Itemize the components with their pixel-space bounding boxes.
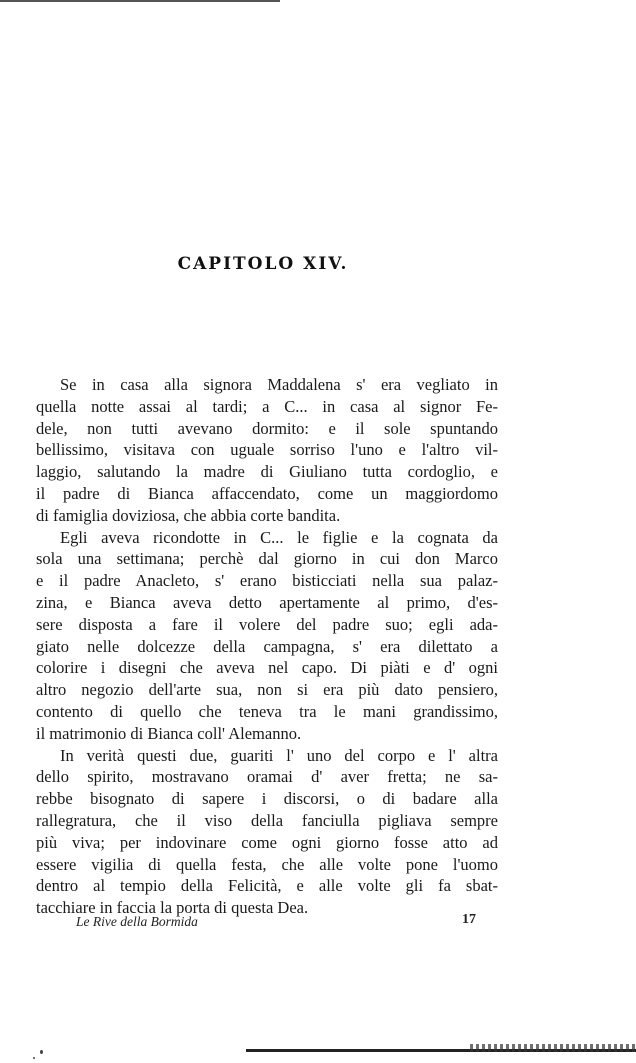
text-line: giato nelle dolcezze della campagna, s' era dilettato a [36,636,498,656]
text-line: laggio, salutando la madre di Giuliano tutta cordoglio, e [36,462,498,482]
top-rule [0,0,280,2]
signature-mark: 17 [462,912,476,927]
scan-speck [40,1050,43,1054]
text-line: sere disposta a fare il volere del padre suo; egli ada- [36,614,498,634]
text-line: altro negozio dell'arte sua, non si era più dato pensiero, [36,680,498,700]
chapter-title: CAPITOLO XIV. [177,254,349,274]
text-line: tacchiare in faccia la porta di questa Dea. [36,898,309,918]
bottom-edge-noise [470,1044,636,1052]
text-line: zina, e Bianca aveva detto apertamente al primo, d'es- [36,592,498,612]
text-line: sola una settimana; perchè dal giorno in cui don Marco [36,549,498,569]
text-line: dello spirito, mostravano oramai d' aver fretta; ne sa- [36,767,498,787]
text-line: essere vigilia di quella festa, che alle volte pone l'uomo [36,854,498,874]
text-line: Egli aveva ricondotte in C... le figlie e la cognata da [60,527,498,547]
text-line: e il padre Anacleto, s' erano bisticciati nella sua palaz- [36,571,498,591]
text-line: di famiglia doviziosa, che abbia corte bandita. [36,505,341,525]
text-line: contento di quello che teneva tra le mani grandissimo, [36,701,498,721]
text-line: Se in casa alla signora Maddalena s' era vegliato in [60,375,498,394]
text-line: dele, non tutti avevano dormito: e il sole spuntando [36,418,498,438]
text-line: il matrimonio di Bianca coll' Alemanno. [36,723,302,743]
scan-speck [33,1057,35,1059]
text-line: dentro al tempio della Felicità, e alle volte gli fa sbat- [36,876,498,896]
running-title: Le Rive della Bormida [76,914,198,929]
body-text [36,374,498,919]
text-line: quella notte assai al tardi; a C... in casa al signor Fe- [36,396,498,416]
text-line: il padre di Bianca affaccendato, come un maggiordomo [36,483,498,503]
text-line: bellissimo, visitava con uguale sorriso l'uno e l'altro vil- [36,440,498,460]
page-footer [76,914,476,936]
text-line: rebbe bisognato di sapere i discorsi, o di badare alla [36,789,498,809]
text-line: più viva; per indovinare come ogni giorno fosse atto ad [36,832,498,852]
text-line: In verità questi due, guariti l' uno del corpo e l' altra [60,745,498,765]
text-line: colorire i disegni che aveva nel capo. Di piàti e d' ogni [36,658,498,678]
text-line: rallegratura, che il viso della fanciulla pigliava sempre [36,810,498,830]
